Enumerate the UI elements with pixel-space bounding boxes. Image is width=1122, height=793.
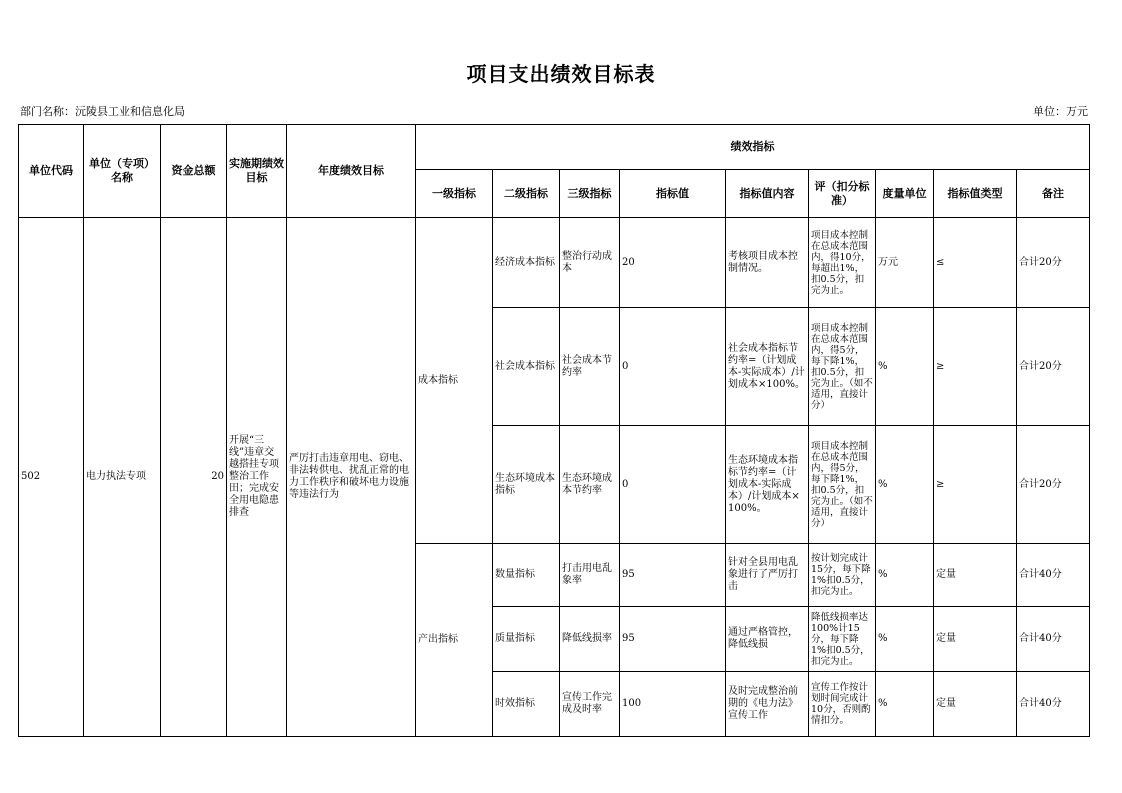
content-cell: 针对全县用电乱象进行了严厉打击 xyxy=(726,544,809,607)
project-impl-goal: 开展“三线”违章交越搭挂专项整治工作田；完成安全用电隐患排查 xyxy=(227,218,287,737)
level2-cell: 经济成本指标 xyxy=(493,218,560,308)
content-cell: 社会成本指标节约率=（计划成本-实际成本）/计划成本×100%。 xyxy=(726,308,809,426)
header-fund-total: 资金总额 xyxy=(161,125,227,218)
page-title: 项目支出绩效目标表 xyxy=(466,62,656,86)
unit-cell: % xyxy=(876,544,934,607)
level2-cell: 质量指标 xyxy=(493,607,560,672)
unit-cell: % xyxy=(876,426,934,544)
type-cell: ≥ xyxy=(934,308,1017,426)
department-label: 部门名称：沅陵县工业和信息化局 xyxy=(20,105,185,118)
value-cell: 95 xyxy=(620,544,726,607)
content-cell: 考核项目成本控制情况。 xyxy=(726,218,809,308)
score-cell: 项目成本控制在总成本范围内，得10分，每超出1%，扣0.5分，扣完为止。 xyxy=(809,218,876,308)
level2-cell: 社会成本指标 xyxy=(493,308,560,426)
value-cell: 20 xyxy=(620,218,726,308)
header-score: 评（扣分标准） xyxy=(809,170,876,218)
remark-cell: 合计20分 xyxy=(1017,218,1090,308)
performance-table xyxy=(18,124,1090,737)
level3-cell: 生态环境成本节约率 xyxy=(560,426,620,544)
value-cell: 0 xyxy=(620,308,726,426)
remark-cell: 合计40分 xyxy=(1017,544,1090,607)
header-content: 指标值内容 xyxy=(726,170,809,218)
unit-cell: % xyxy=(876,308,934,426)
header-annual-goal: 年度绩效目标 xyxy=(287,125,416,218)
remark-cell: 合计40分 xyxy=(1017,607,1090,672)
unit-label: 单位：万元 xyxy=(1033,105,1088,118)
level2-cell: 数量指标 xyxy=(493,544,560,607)
level3-cell: 打击用电乱象率 xyxy=(560,544,620,607)
header-value-type: 指标值类型 xyxy=(934,170,1017,218)
level2-cell: 时效指标 xyxy=(493,672,560,737)
score-cell: 项目成本控制在总成本范围内，得5分，每下降1%，扣0.5分，扣完为止。（如不适用，直接计分） xyxy=(809,308,876,426)
content-cell: 生态环境成本指标节约率=（计划成本-实际成本）/计划成本×100%。 xyxy=(726,426,809,544)
project-name: 电力执法专项 xyxy=(84,218,161,737)
content-cell: 通过严格管控，降低线损 xyxy=(726,607,809,672)
type-cell: 定量 xyxy=(934,544,1017,607)
remark-cell: 合计40分 xyxy=(1017,672,1090,737)
value-cell: 95 xyxy=(620,607,726,672)
header-remark: 备注 xyxy=(1017,170,1090,218)
level3-cell: 社会成本节约率 xyxy=(560,308,620,426)
header-level1: 一级指标 xyxy=(416,170,493,218)
unit-cell: % xyxy=(876,607,934,672)
level1-cost: 成本指标 xyxy=(416,218,493,544)
value-cell: 0 xyxy=(620,426,726,544)
unit-cell: % xyxy=(876,672,934,737)
type-cell: 定量 xyxy=(934,672,1017,737)
project-annual-goal: 严厉打击违章用电、窃电、非法转供电、扰乱正常的电力工作秩序和破坏电力设施等违法行为 xyxy=(287,218,416,737)
header-performance: 绩效指标 xyxy=(416,125,1090,170)
level3-cell: 整治行动成本 xyxy=(560,218,620,308)
remark-cell: 合计20分 xyxy=(1017,308,1090,426)
header-unit-code: 单位代码 xyxy=(19,125,84,218)
type-cell: ≥ xyxy=(934,426,1017,544)
header-level2: 二级指标 xyxy=(493,170,560,218)
level1-output: 产出指标 xyxy=(416,544,493,737)
project-fund: 20 xyxy=(161,218,227,737)
content-cell: 及时完成整治前期的《电力法》宣传工作 xyxy=(726,672,809,737)
header-impl-goal: 实施期绩效目标 xyxy=(227,125,287,218)
score-cell: 项目成本控制在总成本范围内，得5分，每下降1%，扣0.5分，扣完为止。（如不适用，直接计分） xyxy=(809,426,876,544)
score-cell: 按计划完成计15分，每下降1%扣0.5分，扣完为止。 xyxy=(809,544,876,607)
project-code: 502 xyxy=(19,218,84,737)
header-unit-name: 单位（专项）名称 xyxy=(84,125,161,218)
unit-cell: 万元 xyxy=(876,218,934,308)
level3-cell: 降低线损率 xyxy=(560,607,620,672)
score-cell: 降低线损率达100%计15分，每下降1%扣0.5分，扣完为止。 xyxy=(809,607,876,672)
type-cell: ≤ xyxy=(934,218,1017,308)
level2-cell: 生态环境成本指标 xyxy=(493,426,560,544)
table-row xyxy=(19,218,1090,308)
type-cell: 定量 xyxy=(934,607,1017,672)
level3-cell: 宣传工作完成及时率 xyxy=(560,672,620,737)
header-level3: 三级指标 xyxy=(560,170,620,218)
remark-cell: 合计20分 xyxy=(1017,426,1090,544)
score-cell: 宣传工作按计划时间完成计10分，否则酌情扣分。 xyxy=(809,672,876,737)
header-measure-unit: 度量单位 xyxy=(876,170,934,218)
value-cell: 100 xyxy=(620,672,726,737)
header-value: 指标值 xyxy=(620,170,726,218)
